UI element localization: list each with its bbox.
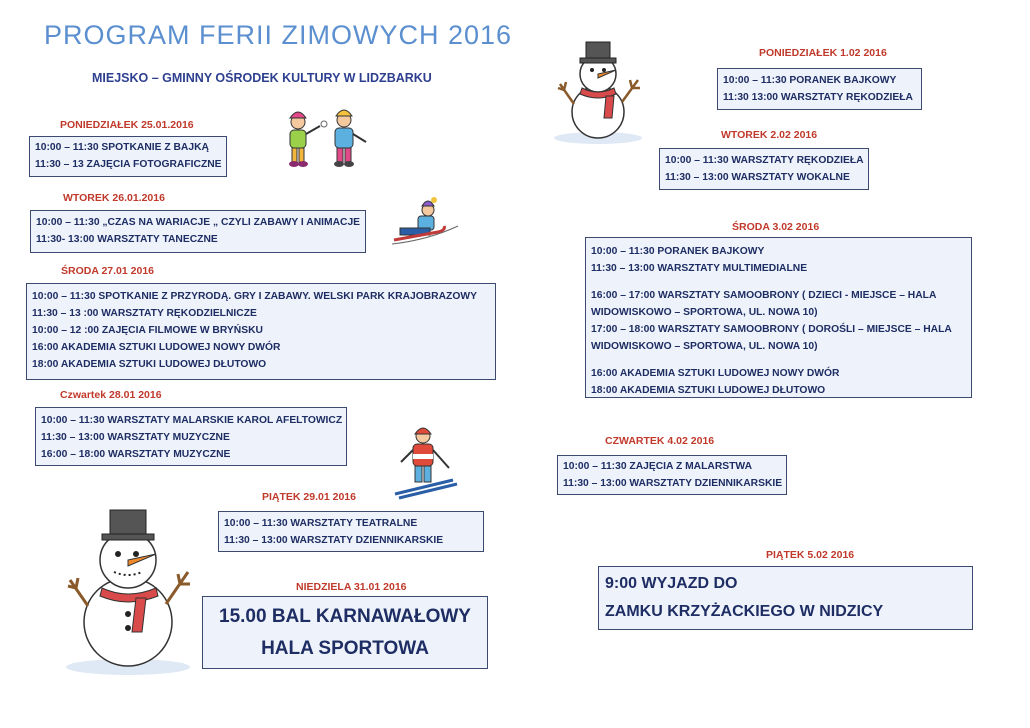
- day-label-wednesday-27: ŚRODA 27.01 2016: [61, 265, 154, 277]
- schedule-item: 11:30 – 13:00 WARSZTATY DZIENNIKARSKIE: [563, 478, 783, 489]
- day-label-monday-1: PONIEDZIAŁEK 1.02 2016: [759, 47, 887, 59]
- kids-snowball-illustration: [276, 104, 376, 176]
- schedule-item: 11:30 – 13:00 WARSZTATY DZIENNIKARSKIE: [224, 535, 444, 546]
- schedule-box-wednesday-27: [26, 283, 496, 380]
- schedule-item: 11:30 – 13:00 WARSZTATY MUZYCZNE: [41, 432, 230, 443]
- schedule-box-thursday-4: [557, 455, 787, 495]
- schedule-item: 11:30 – 13:00 WARSZTATY WOKALNE: [665, 172, 850, 183]
- schedule-box-tuesday-2: [659, 148, 869, 190]
- day-label-thursday-4: CZWARTEK 4.02 2016: [605, 435, 715, 447]
- schedule-box-sunday-31: [202, 596, 488, 669]
- day-label-sunday-31: NIEDZIELA 31.01 2016: [296, 581, 407, 593]
- day-label-friday-5: PIĄTEK 5.02 2016: [766, 549, 855, 561]
- schedule-item: 16:00 AKADEMIA SZTUKI LUDOWEJ NOWY DWÓR: [32, 342, 281, 353]
- schedule-box-friday-5: [598, 566, 973, 630]
- schedule-item: 10:00 – 11:30 PORANEK BAJKOWY: [723, 75, 897, 86]
- schedule-item: WIDOWISKOWO – SPORTOWA, UL. NOWA 10): [591, 341, 818, 352]
- castle-label: ZAMKU KRZYŻACKIEGO W NIDZICY: [605, 603, 884, 620]
- schedule-item: 10:00 – 11:30 WARSZTATY TEATRALNE: [224, 518, 418, 529]
- schedule-item: 16:00 AKADEMIA SZTUKI LUDOWEJ NOWY DWÓR: [591, 368, 840, 379]
- schedule-item: 18:00 AKADEMIA SZTUKI LUDOWEJ DŁUTOWO: [591, 385, 826, 396]
- page-title: PROGRAM FERII ZIMOWYCH 2016: [44, 20, 513, 50]
- schedule-item: 18:00 AKADEMIA SZTUKI LUDOWEJ DŁUTOWO: [32, 359, 267, 370]
- schedule-box-monday-25: [29, 136, 227, 177]
- schedule-item: 10:00 – 11:30 ZAJĘCIA Z MALARSTWA: [563, 461, 753, 472]
- schedule-item: 11:30 – 13:00 WARSZTATY MULTIMEDIALNE: [591, 263, 808, 274]
- snowman-small-illustration: [550, 40, 650, 144]
- schedule-item: 16:00 – 18:00 WARSZTATY MUZYCZNE: [41, 449, 231, 460]
- schedule-item: 11:30 – 13 ZAJĘCIA FOTOGRAFICZNE: [35, 159, 222, 170]
- schedule-box-friday-29: [218, 511, 484, 552]
- child-left: [289, 112, 320, 167]
- day-label-wednesday-3: ŚRODA 3.02 2016: [732, 221, 820, 233]
- day-label-monday-25: PONIEDZIAŁEK 25.01.2016: [60, 119, 194, 131]
- schedule-item: 10:00 – 11:30 WARSZTATY RĘKODZIEŁA: [665, 155, 864, 166]
- sledding-kid-illustration: [388, 196, 468, 260]
- day-label-thursday-28: Czwartek 28.01 2016: [60, 389, 162, 401]
- schedule-item: 10:00 – 11:30 SPOTKANIE Z PRZYRODĄ. GRY I ZABAWY. WELSKI PARK KRAJOBRAZOWY: [32, 291, 477, 302]
- sports-hall-label: HALA SPORTOWA: [261, 638, 429, 659]
- skiing-kid-illustration: [393, 424, 463, 500]
- trip-label: 9:00 WYJAZD DO: [605, 575, 738, 592]
- child-right: [321, 110, 366, 167]
- schedule-box-monday-1: [717, 68, 922, 110]
- schedule-item: 17:00 – 18:00 WARSZTATY SAMOOBRONY ( DOROŚLI – MIEJSCE – HALA: [591, 324, 952, 335]
- schedule-item: 10:00 – 12 :00 ZAJĘCIA FILMOWE W BRYŃSKU: [32, 325, 263, 336]
- day-label-friday-29: PIĄTEK 29.01 2016: [262, 491, 356, 503]
- schedule-item: 11:30 13:00 WARSZTATY RĘKODZIEŁA: [723, 92, 913, 103]
- schedule-item: 11:30 – 13 :00 WARSZTATY RĘKODZIELNICZE: [32, 308, 257, 319]
- day-label-tuesday-26: WTOREK 26.01.2016: [63, 192, 165, 204]
- schedule-box-tuesday-26: [30, 210, 366, 253]
- schedule-item: 10:00 – 11:30 „CZAS NA WARIACJE „ CZYLI ZABAWY I ANIMACJE: [36, 217, 361, 228]
- organizer-subtitle: MIEJSKO – GMINNY OŚRODEK KULTURY W LIDZBARKU: [92, 71, 432, 85]
- schedule-box-wednesday-3: [585, 237, 972, 398]
- carnival-ball-label: 15.00 BAL KARNAWAŁOWY: [219, 606, 471, 627]
- day-label-tuesday-2: WTOREK 2.02 2016: [721, 129, 818, 141]
- schedule-box-thursday-28: [35, 407, 347, 466]
- schedule-item: 16:00 – 17:00 WARSZTATY SAMOOBRONY ( DZIECI - MIEJSCE – HALA: [591, 290, 937, 301]
- schedule-item: 10:00 – 11:30 PORANEK BAJKOWY: [591, 246, 765, 257]
- snowman-large-illustration: [66, 502, 206, 674]
- schedule-item: 10:00 – 11:30 SPOTKANIE Z BAJKĄ: [35, 142, 209, 153]
- schedule-item: 10:00 – 11:30 WARSZTATY MALARSKIE KAROL AFELTOWICZ: [41, 415, 343, 426]
- schedule-item: WIDOWISKOWO – SPORTOWA, UL. NOWA 10): [591, 307, 818, 318]
- schedule-item: 11:30- 13:00 WARSZTATY TANECZNE: [36, 234, 218, 245]
